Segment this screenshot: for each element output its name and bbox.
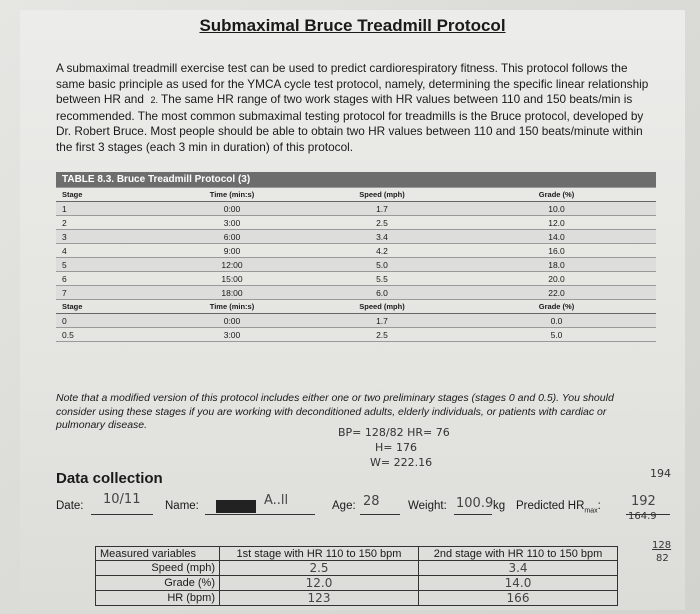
header-speed: Speed (mph) xyxy=(307,300,457,314)
measured-variables-header: Measured variables xyxy=(96,547,220,561)
header-grade: Grade (%) xyxy=(457,300,656,314)
cell-grade: 20.0 xyxy=(457,272,656,286)
intro-line: A submaximal treadmill exercise test can be used to predict cardiorespiratory fitness. This protocol follows the xyxy=(56,61,628,75)
cell-stage: 4 xyxy=(56,244,157,258)
stage2-value[interactable]: 3.4 xyxy=(419,561,618,576)
table-row xyxy=(56,216,656,230)
measured-row xyxy=(96,591,618,606)
name-line xyxy=(205,514,315,515)
handwritten-weight: W= 222.16 xyxy=(370,456,433,469)
cell-stage: 5 xyxy=(56,258,157,272)
predicted-hr-text: Predicted HR xyxy=(516,500,585,512)
stage2-value[interactable]: 14.0 xyxy=(419,576,618,591)
bruce-protocol-table xyxy=(56,172,656,342)
cell-grade: 14.0 xyxy=(457,230,656,244)
cell-stage: 1 xyxy=(56,202,157,216)
weight-line xyxy=(454,514,492,515)
table-row xyxy=(56,202,656,216)
note-line: consider using these stages if you are working with deconditioned adults, elderly individuals, or patients with cardiac or xyxy=(56,405,607,418)
cell-stage: 7 xyxy=(56,286,157,300)
table-caption-row xyxy=(56,172,656,188)
cell-grade: 5.0 xyxy=(457,328,656,342)
intro-line: recommended. The most common submaximal testing protocol for treadmills is the Bruce protocol, developed by xyxy=(56,108,644,123)
table-row xyxy=(56,314,656,328)
weight-label: Weight: xyxy=(408,500,447,512)
predicted-hr-line xyxy=(626,514,670,515)
stage1-value[interactable]: 123 xyxy=(220,591,419,606)
cell-time: 0:00 xyxy=(157,202,307,216)
intro-text: The same HR range of two work stages with HR values between 110 and 150 beats/min is xyxy=(161,92,633,107)
header-stage: Stage xyxy=(56,188,157,202)
measured-label: HR (bpm) xyxy=(96,591,220,606)
cell-time: 12:00 xyxy=(157,258,307,272)
table-header-row xyxy=(56,188,656,202)
cell-speed: 2.5 xyxy=(307,216,457,230)
weight-value[interactable]: 100.9 xyxy=(456,496,494,511)
cell-time: 0:00 xyxy=(157,314,307,328)
stage2-header: 2nd stage with HR 110 to 150 bpm xyxy=(419,547,618,561)
table-row xyxy=(56,272,656,286)
cell-speed: 1.7 xyxy=(307,314,457,328)
cell-grade: 10.0 xyxy=(457,202,656,216)
vo2-fragment: 2. xyxy=(150,95,158,106)
measured-row xyxy=(96,576,618,591)
measured-variables-table xyxy=(95,546,618,606)
cell-time: 3:00 xyxy=(157,216,307,230)
measured-row xyxy=(96,561,618,576)
cell-speed: 5.5 xyxy=(307,272,457,286)
intro-line: the first 3 stages (each 3 min in duration) of this protocol. xyxy=(56,139,354,154)
predicted-hr-subscript: max xyxy=(584,507,598,515)
redacted-name-block xyxy=(216,500,256,513)
worksheet-page xyxy=(20,10,685,610)
stage1-value[interactable]: 12.0 xyxy=(220,576,419,591)
page-title: Submaximal Bruce Treadmill Protocol xyxy=(199,16,506,35)
intro-paragraph xyxy=(56,61,656,156)
predicted-hr-colon: : xyxy=(597,500,601,512)
intro-line xyxy=(56,92,656,109)
handwritten-128: 128 xyxy=(652,540,672,551)
handwritten-82: 82 xyxy=(656,553,669,564)
table-row xyxy=(56,244,656,258)
cell-speed: 4.2 xyxy=(307,244,457,258)
note-line: pulmonary disease. xyxy=(56,419,148,431)
cell-grade: 16.0 xyxy=(457,244,656,258)
intro-line: same basic principle as used for the YMCA cycle test protocol, namely, determining the specific linear relationship xyxy=(56,76,649,91)
measured-label: Speed (mph) xyxy=(96,561,220,576)
cell-speed: 3.4 xyxy=(307,230,457,244)
cell-grade: 22.0 xyxy=(457,286,656,300)
measured-header-row xyxy=(96,547,618,561)
age-value[interactable]: 28 xyxy=(363,494,380,509)
stage1-header: 1st stage with HR 110 to 150 bpm xyxy=(220,547,419,561)
date-line xyxy=(91,514,153,515)
handwritten-194: 194 xyxy=(650,467,671,480)
age-label: Age: xyxy=(332,500,356,512)
cell-time: 15:00 xyxy=(157,272,307,286)
name-value[interactable]: A..ll xyxy=(264,493,289,508)
cell-grade: 0.0 xyxy=(457,314,656,328)
measured-label: Grade (%) xyxy=(96,576,220,591)
stage2-value[interactable]: 166 xyxy=(419,591,618,606)
cell-stage: 3 xyxy=(56,230,157,244)
stage1-value[interactable]: 2.5 xyxy=(220,561,419,576)
cell-speed: 1.7 xyxy=(307,202,457,216)
date-value[interactable]: 10/11 xyxy=(103,492,141,507)
cell-stage: 0 xyxy=(56,314,157,328)
data-collection-heading: Data collection xyxy=(56,470,163,487)
handwritten-164: 164.9 xyxy=(628,511,657,522)
note-line: Note that a modified version of this protocol includes either one or two preliminary stages (stages 0 and 0.5). You should xyxy=(56,392,614,404)
age-line xyxy=(360,514,400,515)
cell-speed: 6.0 xyxy=(307,286,457,300)
cell-speed: 5.0 xyxy=(307,258,457,272)
cell-time: 9:00 xyxy=(157,244,307,258)
date-label: Date: xyxy=(56,500,84,512)
handwritten-bp-hr: BP= 128/82 HR= 76 xyxy=(338,426,450,439)
cell-stage: 6 xyxy=(56,272,157,286)
table-caption: TABLE 8.3. Bruce Treadmill Protocol (3) xyxy=(56,172,656,188)
table-row xyxy=(56,328,656,342)
name-label: Name: xyxy=(165,500,199,512)
header-stage: Stage xyxy=(56,300,157,314)
predicted-hr-label xyxy=(516,500,601,514)
header-time: Time (min:s) xyxy=(157,188,307,202)
table-row xyxy=(56,230,656,244)
cell-stage: 2 xyxy=(56,216,157,230)
intro-line: Dr. Robert Bruce. Most people should be able to obtain two HR values between 110 and 150 beats/minute within xyxy=(56,124,643,139)
cell-grade: 18.0 xyxy=(457,258,656,272)
table-header-row xyxy=(56,300,656,314)
cell-time: 6:00 xyxy=(157,230,307,244)
weight-unit: kg xyxy=(493,500,506,512)
header-time: Time (min:s) xyxy=(157,300,307,314)
cell-time: 18:00 xyxy=(157,286,307,300)
cell-time: 3:00 xyxy=(157,328,307,342)
intro-text: between HR and xyxy=(56,92,144,107)
cell-stage: 0.5 xyxy=(56,328,157,342)
handwritten-height: H= 176 xyxy=(375,441,417,454)
table-row xyxy=(56,258,656,272)
header-speed: Speed (mph) xyxy=(307,188,457,202)
cell-speed: 2.5 xyxy=(307,328,457,342)
predicted-hr-value[interactable]: 192 xyxy=(631,494,656,509)
cell-grade: 12.0 xyxy=(457,216,656,230)
header-grade: Grade (%) xyxy=(457,188,656,202)
table-row xyxy=(56,286,656,300)
